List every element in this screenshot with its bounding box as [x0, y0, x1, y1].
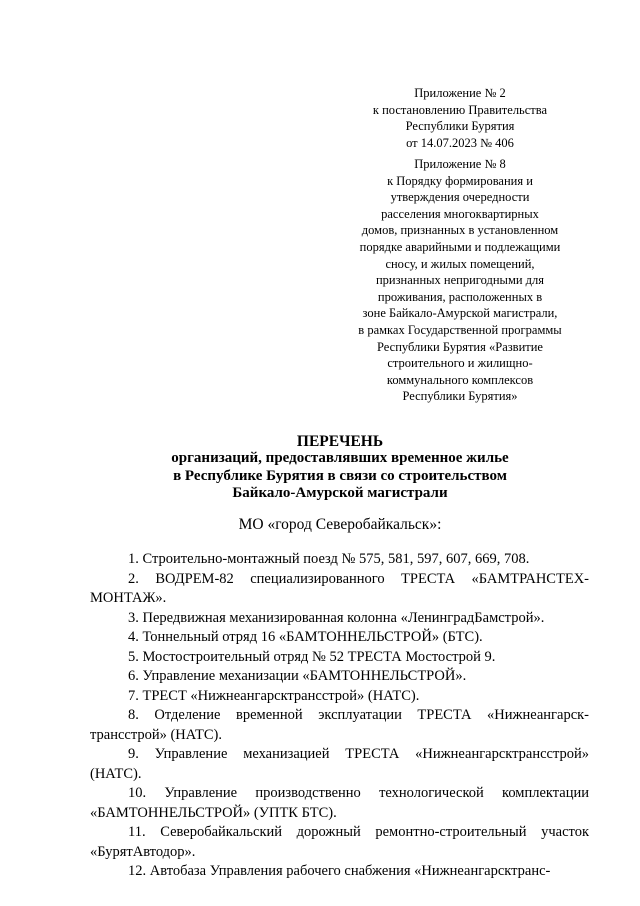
list-item: 10. Управление производственно технологической комплектации «БАМТОННЕЛЬСТРОЙ» (УПТК БТС). [90, 785, 589, 821]
title-line: организаций, предоставлявших временное жилье [171, 450, 509, 467]
annex-line: расселения многоквартирных [381, 206, 539, 221]
annex-line: в рамках Государственной программы [358, 322, 562, 337]
list-item: 9. Управление механизацией ТРЕСТА «Нижнеангарсктрансстрой» (НАТС). [90, 746, 589, 782]
district-heading: МО «город Северобайкальск»: [238, 516, 442, 533]
document-title [90, 433, 590, 503]
annex-line: порядке аварийными и подлежащими [359, 239, 561, 254]
organization-list [90, 550, 589, 882]
list-item: 8. Отделение временной эксплуатации ТРЕСТА «Нижнеангарск-трансстрой» (НАТС). [90, 707, 589, 743]
list-item: 3. Передвижная механизированная колонна «ЛенинградБамстрой». [128, 609, 545, 626]
annex-line: домов, признанных в установленном [361, 223, 559, 238]
list-item: 6. Управление механизации «БАМТОННЕЛЬСТРОЙ». [128, 668, 467, 684]
list-item: 12. Автобаза Управления рабочего снабжения «Нижнеангарсктранс- [128, 863, 551, 879]
list-item: 2. ВОДРЕМ-82 специализированного ТРЕСТА «БАМТРАНСТЕХ-МОНТАЖ». [90, 570, 589, 606]
annex-8-header [330, 156, 590, 405]
title-line: Байкало-Амурской магистрали [232, 485, 448, 502]
annex-line: Республики Бурятия [405, 119, 515, 134]
annex-line: зоне Байкало-Амурской магистрали, [362, 306, 558, 321]
annex-line: Приложение № 2 [414, 86, 506, 100]
annex-line: утверждения очередности [390, 190, 530, 205]
annex-line: сносу, и жилых помещений, [385, 256, 535, 271]
title-line: в Республике Бурятия в связи со строительством [173, 467, 507, 484]
list-item: 4. Тоннельный отряд 16 «БАМТОННЕЛЬСТРОЙ» (БТС). [128, 629, 483, 645]
annex-line: признанных непригодными для [375, 273, 545, 288]
list-item: 7. ТРЕСТ «Нижнеангарсктрансстрой» (НАТС). [128, 687, 420, 704]
annex-2-header [330, 85, 590, 151]
annex-line: строительного и жилищно- [387, 356, 533, 371]
annex-line: проживания, расположенных в [377, 289, 543, 304]
title-heading: ПЕРЕЧЕНЬ [296, 433, 384, 450]
annex-line: коммунального комплексов [386, 372, 534, 387]
list-item: 5. Мостостроительный отряд № 52 ТРЕСТА Мостострой 9. [128, 648, 496, 665]
list-item: 1. Строительно-монтажный поезд № 575, 581, 597, 607, 669, 708. [128, 551, 530, 567]
annex-line: Приложение № 8 [414, 157, 506, 171]
annex-line: к Порядку формирования и [387, 173, 533, 188]
annex-line: Республики Бурятия «Развитие [377, 339, 543, 354]
annex-line: к постановлению Правительства [372, 102, 548, 117]
annex-line: Республики Бурятия» [402, 389, 518, 404]
list-item: 11. Северобайкальский дорожный ремонтно-строительный участок «БурятАвтодор». [90, 824, 589, 860]
annex-line: от 14.07.2023 № 406 [406, 135, 514, 150]
